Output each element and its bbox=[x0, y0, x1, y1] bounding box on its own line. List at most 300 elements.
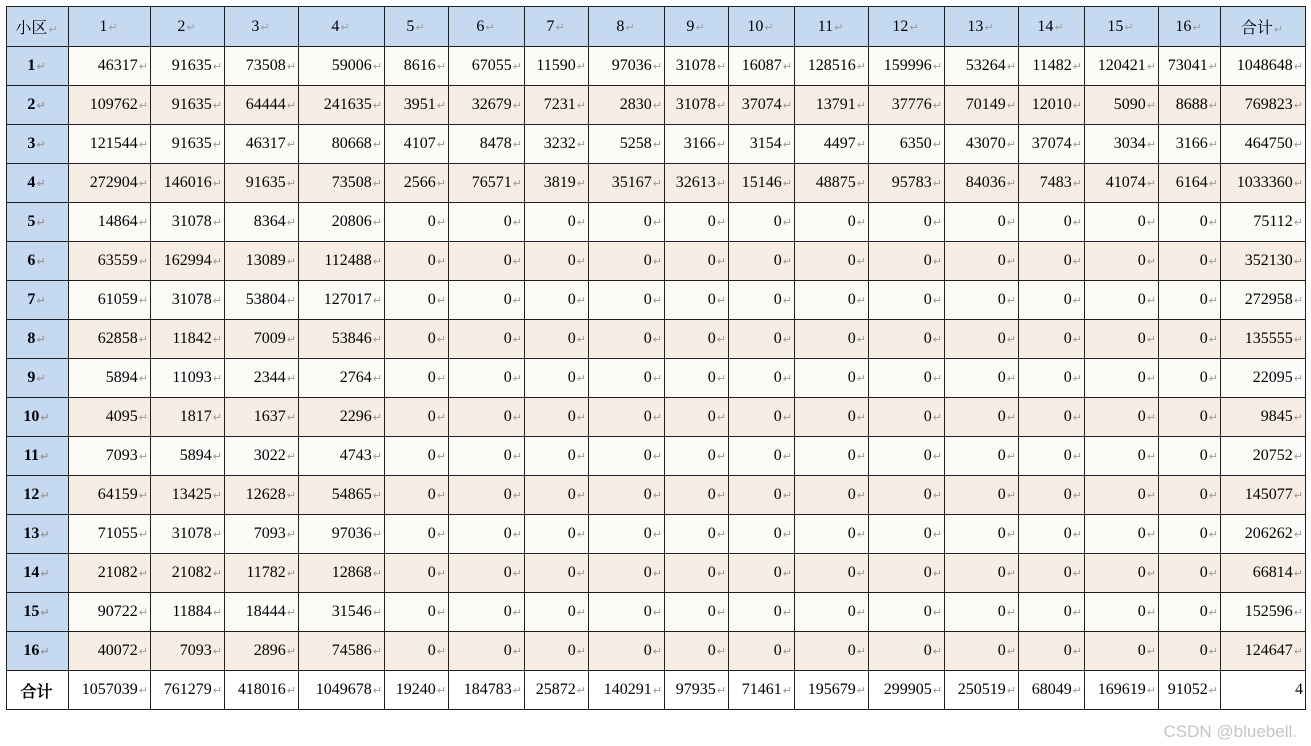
table-cell-text: 0 bbox=[1063, 252, 1072, 269]
table-cell bbox=[69, 242, 151, 281]
paragraph-mark-icon: ↵ bbox=[40, 489, 50, 502]
table-cell-text: 0 bbox=[1199, 369, 1208, 386]
table-cell-text: 0 bbox=[567, 213, 576, 230]
table-cell-text: 0 bbox=[1137, 330, 1146, 347]
table-cell bbox=[385, 281, 449, 320]
paragraph-mark-icon: ↵ bbox=[512, 138, 522, 151]
table-cell bbox=[589, 86, 665, 125]
table-cell-text: 74586 bbox=[331, 642, 372, 659]
table-cell-text: 0 bbox=[923, 603, 932, 620]
table-cell bbox=[665, 203, 729, 242]
table-cell-text: 91635 bbox=[171, 135, 212, 152]
table-cell-text: 0 bbox=[923, 564, 932, 581]
table-cell bbox=[449, 281, 525, 320]
table-cell bbox=[225, 203, 299, 242]
paragraph-mark-icon: ↵ bbox=[1293, 333, 1303, 346]
paragraph-mark-icon: ↵ bbox=[782, 528, 792, 541]
table-cell-text: 0 bbox=[567, 525, 576, 542]
paragraph-mark-icon: ↵ bbox=[716, 216, 726, 229]
table-cell-text: 6164 bbox=[1175, 174, 1208, 191]
table-cell bbox=[525, 203, 589, 242]
table-cell-text: 20806 bbox=[331, 213, 372, 230]
table-cell-text: 127017 bbox=[323, 291, 372, 308]
paragraph-mark-icon: ↵ bbox=[372, 645, 382, 658]
column-header-cell bbox=[385, 7, 449, 47]
table-cell bbox=[151, 281, 225, 320]
paragraph-mark-icon: ↵ bbox=[512, 645, 522, 658]
paragraph-mark-icon: ↵ bbox=[1146, 411, 1156, 424]
table-cell-text: 4743 bbox=[339, 447, 372, 464]
paragraph-mark-icon: ↵ bbox=[782, 645, 792, 658]
paragraph-mark-icon: ↵ bbox=[716, 372, 726, 385]
row-total-cell bbox=[1221, 359, 1306, 398]
paragraph-mark-icon: ↵ bbox=[212, 99, 222, 112]
table-cell bbox=[69, 125, 151, 164]
table-cell-text: 0 bbox=[503, 486, 512, 503]
paragraph-mark-icon: ↵ bbox=[1293, 372, 1303, 385]
paragraph-mark-icon: ↵ bbox=[138, 645, 148, 658]
paragraph-mark-icon: ↵ bbox=[1072, 372, 1082, 385]
row-total-cell-text: 206262 bbox=[1244, 525, 1293, 542]
table-cell bbox=[1085, 203, 1159, 242]
table-cell-text: 2566 bbox=[403, 174, 436, 191]
paragraph-mark-icon: ↵ bbox=[372, 255, 382, 268]
column-header-cell bbox=[151, 7, 225, 47]
table-cell bbox=[665, 437, 729, 476]
row-header-cell-text: 9 bbox=[27, 369, 36, 386]
row-header-cell bbox=[7, 320, 69, 359]
paragraph-mark-icon: ↵ bbox=[436, 99, 446, 112]
table-cell bbox=[729, 164, 795, 203]
table-cell bbox=[385, 242, 449, 281]
paragraph-mark-icon: ↵ bbox=[1293, 60, 1303, 73]
table-cell bbox=[151, 242, 225, 281]
paragraph-mark-icon: ↵ bbox=[652, 99, 662, 112]
table-cell-text: 64159 bbox=[97, 486, 138, 503]
table-cell bbox=[299, 398, 385, 437]
table-cell-text: 3034 bbox=[1113, 135, 1146, 152]
table-cell-text: 0 bbox=[1063, 564, 1072, 581]
paragraph-mark-icon: ↵ bbox=[1146, 255, 1156, 268]
paragraph-mark-icon: ↵ bbox=[1006, 99, 1016, 112]
paragraph-mark-icon: ↵ bbox=[652, 255, 662, 268]
table-cell bbox=[525, 86, 589, 125]
paragraph-mark-icon: ↵ bbox=[138, 567, 148, 580]
table-cell bbox=[385, 86, 449, 125]
table-cell bbox=[299, 476, 385, 515]
table-cell-text: 0 bbox=[643, 330, 652, 347]
table-cell-text: 0 bbox=[923, 330, 932, 347]
paragraph-mark-icon: ↵ bbox=[372, 138, 382, 151]
table-cell-text: 70149 bbox=[965, 96, 1006, 113]
table-cell bbox=[945, 476, 1019, 515]
table-cell-text: 2296 bbox=[339, 408, 372, 425]
table-cell bbox=[225, 47, 299, 86]
paragraph-mark-icon: ↵ bbox=[555, 20, 565, 34]
table-cell bbox=[665, 593, 729, 632]
table-cell bbox=[299, 164, 385, 203]
table-cell-text: 0 bbox=[1137, 369, 1146, 386]
table-cell-text: 0 bbox=[567, 408, 576, 425]
paragraph-mark-icon: ↵ bbox=[932, 645, 942, 658]
row-header-cell-text: 11 bbox=[23, 447, 39, 464]
row-header-cell-text: 6 bbox=[27, 252, 36, 269]
paragraph-mark-icon: ↵ bbox=[1072, 528, 1082, 541]
table-cell bbox=[729, 515, 795, 554]
row-header-cell-text: 13 bbox=[23, 525, 40, 542]
paragraph-mark-icon: ↵ bbox=[286, 372, 296, 385]
column-total-cell bbox=[1019, 671, 1085, 710]
table-cell bbox=[589, 515, 665, 554]
table-cell bbox=[449, 164, 525, 203]
table-cell-text: 0 bbox=[503, 408, 512, 425]
table-cell bbox=[69, 632, 151, 671]
column-header-cell bbox=[729, 7, 795, 47]
table-cell-text: 7009 bbox=[253, 330, 286, 347]
table-row bbox=[7, 320, 1306, 359]
table-cell bbox=[945, 86, 1019, 125]
row-total-cell-text: 75112 bbox=[1253, 213, 1293, 230]
paragraph-mark-icon: ↵ bbox=[576, 645, 586, 658]
table-cell-text: 0 bbox=[503, 642, 512, 659]
column-header-cell-text: 12 bbox=[892, 17, 909, 35]
table-cell bbox=[449, 554, 525, 593]
table-cell bbox=[449, 593, 525, 632]
table-cell-text: 2896 bbox=[253, 642, 286, 659]
paragraph-mark-icon: ↵ bbox=[625, 20, 635, 34]
paragraph-mark-icon: ↵ bbox=[436, 333, 446, 346]
paragraph-mark-icon: ↵ bbox=[1072, 489, 1082, 502]
column-header-cell-text: 14 bbox=[1037, 17, 1054, 35]
table-cell-text: 0 bbox=[707, 213, 716, 230]
table-cell-text: 0 bbox=[997, 213, 1006, 230]
paragraph-mark-icon: ↵ bbox=[36, 255, 46, 268]
paragraph-mark-icon: ↵ bbox=[1006, 684, 1016, 697]
table-cell bbox=[1085, 632, 1159, 671]
column-total-cell bbox=[69, 671, 151, 710]
row-total-cell-text: 769823 bbox=[1244, 96, 1293, 113]
table-cell-text: 0 bbox=[1137, 564, 1146, 581]
table-cell-text: 272904 bbox=[89, 174, 138, 191]
table-cell bbox=[869, 359, 945, 398]
paragraph-mark-icon: ↵ bbox=[1208, 606, 1218, 619]
table-cell-text: 0 bbox=[773, 642, 782, 659]
table-cell-text: 0 bbox=[1137, 486, 1146, 503]
paragraph-mark-icon: ↵ bbox=[212, 489, 222, 502]
paragraph-mark-icon: ↵ bbox=[1208, 177, 1218, 190]
paragraph-mark-icon: ↵ bbox=[436, 567, 446, 580]
paragraph-mark-icon: ↵ bbox=[652, 411, 662, 424]
paragraph-mark-icon: ↵ bbox=[212, 528, 222, 541]
table-cell bbox=[869, 203, 945, 242]
paragraph-mark-icon: ↵ bbox=[576, 606, 586, 619]
table-cell-text: 0 bbox=[1199, 291, 1208, 308]
paragraph-mark-icon: ↵ bbox=[716, 684, 726, 697]
table-cell-text: 0 bbox=[773, 213, 782, 230]
paragraph-mark-icon: ↵ bbox=[1146, 177, 1156, 190]
table-cell-text: 0 bbox=[923, 525, 932, 542]
table-cell-text: 21082 bbox=[171, 564, 212, 581]
paragraph-mark-icon: ↵ bbox=[932, 489, 942, 502]
table-cell bbox=[525, 437, 589, 476]
table-cell-text: 0 bbox=[707, 564, 716, 581]
paragraph-mark-icon: ↵ bbox=[286, 177, 296, 190]
row-header-cell-text: 15 bbox=[23, 603, 40, 620]
table-cell-text: 53264 bbox=[965, 57, 1006, 74]
paragraph-mark-icon: ↵ bbox=[856, 645, 866, 658]
table-cell bbox=[299, 86, 385, 125]
row-total-cell bbox=[1221, 47, 1306, 86]
table-cell bbox=[729, 320, 795, 359]
paragraph-mark-icon: ↵ bbox=[1072, 411, 1082, 424]
paragraph-mark-icon: ↵ bbox=[652, 333, 662, 346]
table-cell bbox=[945, 359, 1019, 398]
row-total-cell-text: 124647 bbox=[1244, 642, 1293, 659]
paragraph-mark-icon: ↵ bbox=[1293, 294, 1303, 307]
table-cell-text: 159996 bbox=[883, 57, 932, 74]
table-cell-text: 0 bbox=[847, 603, 856, 620]
table-cell-text: 0 bbox=[427, 525, 436, 542]
row-total-cell-text: 66814 bbox=[1252, 564, 1293, 581]
table-cell bbox=[1085, 86, 1159, 125]
table-cell bbox=[69, 554, 151, 593]
column-total-cell-text: 184783 bbox=[463, 681, 512, 698]
table-cell-text: 0 bbox=[997, 525, 1006, 542]
row-total-cell bbox=[1221, 515, 1306, 554]
paragraph-mark-icon: ↵ bbox=[1293, 645, 1303, 658]
table-cell bbox=[795, 203, 869, 242]
row-header-cell bbox=[7, 86, 69, 125]
paragraph-mark-icon: ↵ bbox=[1146, 606, 1156, 619]
table-cell-text: 8688 bbox=[1175, 96, 1208, 113]
table-cell bbox=[1019, 47, 1085, 86]
paragraph-mark-icon: ↵ bbox=[1293, 489, 1303, 502]
paragraph-mark-icon: ↵ bbox=[1124, 20, 1134, 34]
paragraph-mark-icon: ↵ bbox=[576, 138, 586, 151]
table-cell bbox=[1159, 203, 1221, 242]
paragraph-mark-icon: ↵ bbox=[576, 411, 586, 424]
row-total-cell-text: 1048648 bbox=[1236, 57, 1293, 74]
table-cell-text: 90722 bbox=[97, 603, 138, 620]
table-cell bbox=[299, 515, 385, 554]
table-cell bbox=[225, 125, 299, 164]
table-cell bbox=[589, 359, 665, 398]
table-cell bbox=[1085, 554, 1159, 593]
row-header-cell bbox=[7, 593, 69, 632]
table-cell bbox=[69, 86, 151, 125]
column-header-cell bbox=[795, 7, 869, 47]
paragraph-mark-icon: ↵ bbox=[1208, 567, 1218, 580]
paragraph-mark-icon: ↵ bbox=[909, 20, 919, 34]
table-cell-text: 0 bbox=[427, 642, 436, 659]
table-cell bbox=[795, 47, 869, 86]
column-header-cell-text: 7 bbox=[546, 17, 555, 35]
table-cell bbox=[1019, 359, 1085, 398]
table-cell-text: 4497 bbox=[823, 135, 856, 152]
table-cell-text: 43070 bbox=[965, 135, 1006, 152]
table-cell bbox=[945, 632, 1019, 671]
column-header-cell-text: 合计 bbox=[1240, 20, 1273, 37]
table-cell-text: 12628 bbox=[245, 486, 286, 503]
paragraph-mark-icon: ↵ bbox=[652, 528, 662, 541]
column-header-cell bbox=[299, 7, 385, 47]
table-cell bbox=[729, 632, 795, 671]
table-cell bbox=[729, 359, 795, 398]
column-header-cell-text: 1 bbox=[99, 17, 108, 35]
table-cell bbox=[151, 398, 225, 437]
table-cell bbox=[665, 86, 729, 125]
table-footer bbox=[7, 671, 1306, 710]
paragraph-mark-icon: ↵ bbox=[856, 255, 866, 268]
table-cell bbox=[1159, 398, 1221, 437]
paragraph-mark-icon: ↵ bbox=[286, 138, 296, 151]
table-cell bbox=[869, 320, 945, 359]
table-cell-text: 11093 bbox=[172, 369, 212, 386]
paragraph-mark-icon: ↵ bbox=[40, 528, 50, 541]
table-cell bbox=[1085, 125, 1159, 164]
table-cell-text: 0 bbox=[503, 369, 512, 386]
table-cell-text: 48875 bbox=[815, 174, 856, 191]
paragraph-mark-icon: ↵ bbox=[372, 684, 382, 697]
table-cell-text: 4107 bbox=[403, 135, 436, 152]
table-cell-text: 0 bbox=[427, 408, 436, 425]
paragraph-mark-icon: ↵ bbox=[212, 645, 222, 658]
column-total-cell-text: 761279 bbox=[163, 681, 212, 698]
table-cell-text: 0 bbox=[1063, 525, 1072, 542]
table-cell-text: 0 bbox=[503, 330, 512, 347]
paragraph-mark-icon: ↵ bbox=[36, 138, 46, 151]
table-cell bbox=[1159, 86, 1221, 125]
table-cell-text: 0 bbox=[847, 447, 856, 464]
table-cell-text: 0 bbox=[923, 447, 932, 464]
table-cell-text: 1637 bbox=[253, 408, 286, 425]
table-cell-text: 67055 bbox=[471, 57, 512, 74]
watermark: CSDN @bluebell. bbox=[1163, 722, 1297, 741]
row-total-cell-text: 464750 bbox=[1244, 135, 1293, 152]
table-cell-text: 46317 bbox=[97, 57, 138, 74]
paragraph-mark-icon: ↵ bbox=[932, 684, 942, 697]
row-header-cell-text: 5 bbox=[27, 213, 36, 230]
row-header-cell-text: 1 bbox=[27, 57, 36, 74]
paragraph-mark-icon: ↵ bbox=[652, 138, 662, 151]
table-cell-text: 0 bbox=[427, 213, 436, 230]
total-row bbox=[7, 671, 1306, 710]
table-cell-text: 0 bbox=[1063, 642, 1072, 659]
paragraph-mark-icon: ↵ bbox=[138, 216, 148, 229]
table-cell bbox=[1019, 86, 1085, 125]
table-cell-text: 0 bbox=[503, 252, 512, 269]
table-cell-text: 37776 bbox=[891, 96, 932, 113]
paragraph-mark-icon: ↵ bbox=[652, 294, 662, 307]
row-total-cell bbox=[1221, 125, 1306, 164]
table-cell bbox=[795, 359, 869, 398]
paragraph-mark-icon: ↵ bbox=[36, 372, 46, 385]
paragraph-mark-icon: ↵ bbox=[436, 411, 446, 424]
paragraph-mark-icon: ↵ bbox=[512, 99, 522, 112]
table-cell-text: 2830 bbox=[619, 96, 652, 113]
table-cell-text: 3232 bbox=[543, 135, 576, 152]
column-total-cell-text: 25872 bbox=[535, 681, 576, 698]
table-cell bbox=[665, 125, 729, 164]
table-cell-text: 0 bbox=[1199, 642, 1208, 659]
paragraph-mark-icon: ↵ bbox=[856, 60, 866, 73]
row-total-cell bbox=[1221, 554, 1306, 593]
table-cell bbox=[525, 593, 589, 632]
table-cell-text: 12010 bbox=[1031, 96, 1072, 113]
paragraph-mark-icon: ↵ bbox=[436, 255, 446, 268]
paragraph-mark-icon: ↵ bbox=[856, 99, 866, 112]
paragraph-mark-icon: ↵ bbox=[138, 489, 148, 502]
table-cell bbox=[225, 593, 299, 632]
table-cell bbox=[385, 437, 449, 476]
table-cell bbox=[729, 437, 795, 476]
paragraph-mark-icon: ↵ bbox=[576, 99, 586, 112]
table-cell bbox=[729, 125, 795, 164]
table-cell bbox=[665, 47, 729, 86]
table-cell bbox=[945, 320, 1019, 359]
table-cell bbox=[449, 437, 525, 476]
paragraph-mark-icon: ↵ bbox=[436, 60, 446, 73]
paragraph-mark-icon: ↵ bbox=[932, 255, 942, 268]
table-cell-text: 0 bbox=[1199, 330, 1208, 347]
paragraph-mark-icon: ↵ bbox=[932, 99, 942, 112]
table-cell-text: 3166 bbox=[683, 135, 716, 152]
table-cell bbox=[1085, 437, 1159, 476]
paragraph-mark-icon: ↵ bbox=[782, 411, 792, 424]
row-total-cell-text: 152596 bbox=[1244, 603, 1293, 620]
table-cell bbox=[225, 476, 299, 515]
column-total-cell-text: 19240 bbox=[395, 681, 436, 698]
paragraph-mark-icon: ↵ bbox=[716, 99, 726, 112]
table-cell-text: 61059 bbox=[97, 291, 138, 308]
table-cell-text: 1817 bbox=[179, 408, 212, 425]
column-header-cell-text: 15 bbox=[1107, 17, 1124, 35]
table-cell-text: 5894 bbox=[105, 369, 138, 386]
table-cell-text: 0 bbox=[997, 330, 1006, 347]
paragraph-mark-icon: ↵ bbox=[716, 294, 726, 307]
column-header-cell bbox=[1085, 7, 1159, 47]
paragraph-mark-icon: ↵ bbox=[138, 372, 148, 385]
table-cell-text: 64444 bbox=[245, 96, 286, 113]
table-cell bbox=[225, 554, 299, 593]
table-cell bbox=[869, 515, 945, 554]
table-cell bbox=[1159, 47, 1221, 86]
table-cell bbox=[795, 320, 869, 359]
table-cell bbox=[1085, 515, 1159, 554]
paragraph-mark-icon: ↵ bbox=[286, 489, 296, 502]
table-cell bbox=[795, 242, 869, 281]
table-cell-text: 18444 bbox=[245, 603, 286, 620]
table-cell-text: 0 bbox=[997, 486, 1006, 503]
row-header-cell bbox=[7, 164, 69, 203]
table-cell-text: 54865 bbox=[331, 486, 372, 503]
paragraph-mark-icon: ↵ bbox=[286, 255, 296, 268]
table-cell bbox=[1019, 515, 1085, 554]
table-cell bbox=[1085, 320, 1159, 359]
table-cell bbox=[225, 437, 299, 476]
table-cell-text: 0 bbox=[1063, 369, 1072, 386]
paragraph-mark-icon: ↵ bbox=[716, 606, 726, 619]
paragraph-mark-icon: ↵ bbox=[1006, 138, 1016, 151]
table-cell bbox=[1019, 281, 1085, 320]
table-cell-text: 32679 bbox=[471, 96, 512, 113]
paragraph-mark-icon: ↵ bbox=[1006, 294, 1016, 307]
paragraph-mark-icon: ↵ bbox=[932, 333, 942, 346]
row-total-cell bbox=[1221, 86, 1306, 125]
paragraph-mark-icon: ↵ bbox=[1146, 645, 1156, 658]
table-cell-text: 3022 bbox=[253, 447, 286, 464]
paragraph-mark-icon: ↵ bbox=[436, 450, 446, 463]
